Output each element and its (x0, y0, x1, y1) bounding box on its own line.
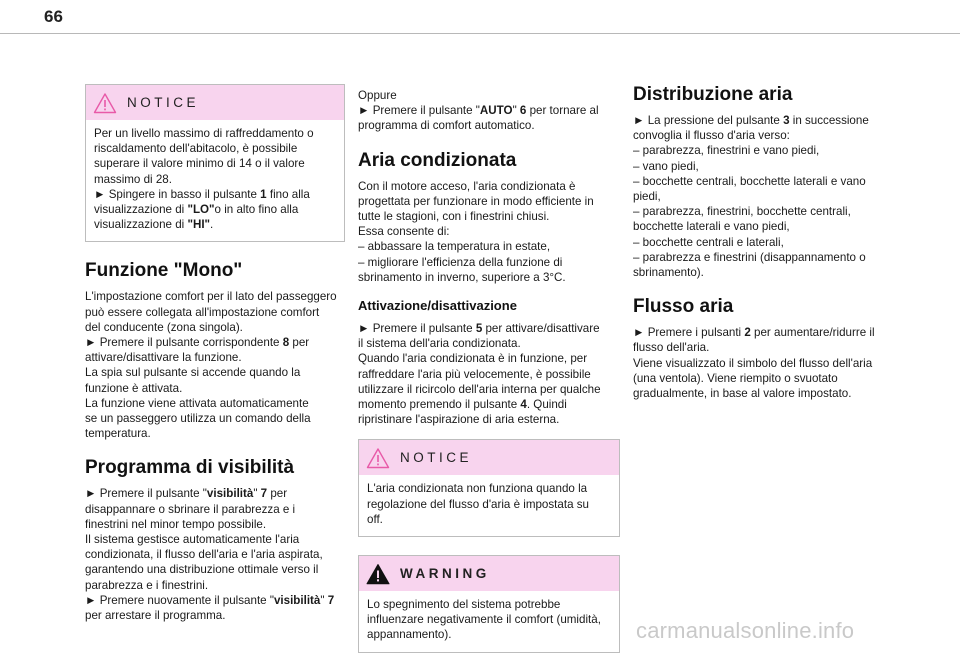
warning-triangle-icon (366, 563, 390, 585)
activation-line: ► Premere il pulsante 5 per attivare/disattivare (358, 322, 600, 336)
section-activation (358, 298, 620, 427)
column-left (85, 84, 345, 623)
intro-line: programma di comfort automatico. (358, 119, 535, 133)
mono-line: può essere collegata all'impostazione comfort (85, 305, 320, 319)
notice-body (359, 475, 619, 536)
flow-line: ► Premere i pulsanti 2 per aumentare/ridurre il (633, 326, 875, 340)
distribution-line: – vano piedi, (633, 159, 699, 173)
section-mono (85, 260, 345, 441)
mono-line: L'impostazione comfort per il lato del passeggero (85, 290, 337, 304)
notice-line: visualizzazione di "LO"o in alto fino alla (94, 203, 299, 217)
distribution-line: ► La pressione del pulsante 3 in successione (633, 114, 869, 127)
column-middle (358, 88, 620, 671)
intro-line: Oppure (358, 89, 397, 102)
section-visibility (85, 457, 345, 623)
mono-line: funzione è attivata. (85, 381, 183, 395)
warning-box (358, 555, 620, 653)
activation-line: il sistema dell'aria condizionata. (358, 337, 521, 351)
notice-box-ac (358, 439, 620, 537)
warning-header (359, 556, 619, 591)
notice-header (86, 85, 344, 120)
notice-line: regolazione del flusso d'aria è impostata su (367, 497, 589, 511)
caution-triangle-icon (93, 92, 117, 114)
warning-body (359, 591, 619, 652)
warning-title: WARNING (400, 566, 490, 582)
section-title-mono: Funzione "Mono" (85, 260, 243, 282)
section-title-activation: Attivazione/disattivazione (358, 298, 517, 314)
warning-line: influenzare negativamente il comfort (umidità, (367, 613, 601, 627)
distribution-line: – bocchette centrali, bocchette laterali e vano (633, 174, 866, 188)
visibility-line: Il sistema gestisce automaticamente l'aria (85, 533, 300, 547)
ac-line: Essa consente di: (358, 225, 450, 239)
flow-line: gradualmente, in base al valore impostato. (633, 387, 852, 401)
ac-line: sbrinamento in inverno, superiore a 3°C. (358, 270, 566, 284)
watermark: carmanualsonline.info (636, 618, 855, 643)
notice-header (359, 440, 619, 475)
column-right (633, 84, 895, 401)
mono-line: ► Premere il pulsante corrispondente 8 per (85, 336, 310, 350)
page-number: 66 (44, 7, 63, 26)
section-title-distribution: Distribuzione aria (633, 84, 793, 105)
flow-line: Viene visualizzato il simbolo del flusso dell'aria (633, 356, 873, 370)
flow-line: flusso dell'aria. (633, 341, 710, 355)
ac-line: Con il motore acceso, l'aria condizionata è (358, 179, 576, 193)
intro-auto (358, 88, 620, 134)
header-divider (0, 33, 960, 34)
mono-line: La spia sul pulsante si accende quando la (85, 366, 301, 380)
distribution-line: – parabrezza, finestrini, bocchette centrali, (633, 205, 851, 219)
section-ac (358, 150, 620, 285)
notice-line: visualizzazione di "HI". (94, 218, 214, 232)
visibility-line: disappannare o sbrinare il parabrezza e i (85, 502, 296, 516)
flow-line: (una ventola). Viene riempito o svuotato (633, 371, 838, 385)
visibility-line: ► Premere nuovamente il pulsante "visibilità" 7 (85, 593, 335, 607)
mono-line: attivare/disattivare la funzione. (85, 351, 242, 365)
notice-line: L'aria condizionata non funziona quando la (367, 482, 588, 496)
notice-line: Per un livello massimo di raffreddamento o (94, 127, 314, 140)
section-title-flow: Flusso aria (633, 296, 734, 318)
mono-line: del conducente (zona singola). (85, 320, 243, 334)
ac-line: tutte le stagioni, con i finestrini chiusi. (358, 210, 550, 224)
distribution-line: – parabrezza, finestrini e vano piedi, (633, 144, 820, 158)
notice-line: massimo di 28. (94, 172, 172, 186)
visibility-line: condizionata, il flusso dell'aria e l'aria aspirata, (85, 548, 323, 562)
visibility-line: finestrini nel minor tempo possibile. (85, 517, 267, 531)
notice-line: ► Spingere in basso il pulsante 1 fino alla (94, 187, 310, 201)
notice-line: off. (367, 512, 383, 526)
distribution-line: – parabrezza e finestrini (disappannamento o (633, 250, 866, 264)
warning-line: appannamento). (367, 628, 452, 642)
notice-title: NOTICE (400, 450, 473, 466)
warning-line: Lo spegnimento del sistema potrebbe (367, 598, 561, 612)
intro-line: ► Premere il pulsante "AUTO" 6 per tornare al (358, 104, 599, 118)
distribution-line: sbrinamento). (633, 266, 704, 280)
section-title-visibility: Programma di visibilità (85, 457, 295, 479)
notice-box-temperature (85, 84, 345, 242)
notice-title: NOTICE (127, 95, 200, 110)
section-flow (633, 296, 895, 401)
visibility-line: ► Premere il pulsante "visibilità" 7 per (85, 487, 288, 501)
distribution-line: – bocchette centrali e laterali, (633, 235, 784, 249)
mono-line: se un passeggero utilizza un comando della (85, 412, 311, 426)
section-title-ac: Aria condizionata (358, 149, 517, 171)
caution-triangle-icon (366, 447, 390, 469)
activation-line: utilizzare il ricircolo dell'aria interna per qualche (358, 382, 601, 396)
notice-body (86, 120, 344, 241)
activation-line: Quando l'aria condizionata è in funzione, per (358, 352, 588, 366)
ac-line: progettata per funzionare in modo efficiente in (358, 194, 594, 208)
distribution-line: bocchette laterali e vano piedi, (633, 220, 790, 234)
section-distribution (633, 84, 895, 280)
visibility-line: garantendo una distribuzione ottimale verso il (85, 563, 319, 577)
visibility-line: parabrezza e i finestrini. (85, 578, 209, 592)
notice-line: riscaldamento dell'abitacolo, è possibile (94, 142, 298, 156)
notice-line: superare il valore minimo di 14 o il valore (94, 157, 305, 171)
distribution-line: piedi, (633, 190, 661, 204)
activation-line: raffreddare l'aria più velocemente, è possibile (358, 367, 591, 381)
mono-line: La funzione viene attivata automaticamente (85, 396, 309, 410)
visibility-line: per arrestare il programma. (85, 609, 226, 623)
mono-line: temperatura. (85, 427, 151, 441)
distribution-line: convoglia il flusso d'aria verso: (633, 129, 790, 143)
ac-line: – abbassare la temperatura in estate, (358, 240, 551, 254)
activation-line: ripristinare l'aspirazione di aria esterna. (358, 413, 560, 427)
activation-line: momento premendo il pulsante 4. Quindi (358, 398, 567, 412)
ac-line: – migliorare l'efficienza della funzione di (358, 255, 563, 269)
